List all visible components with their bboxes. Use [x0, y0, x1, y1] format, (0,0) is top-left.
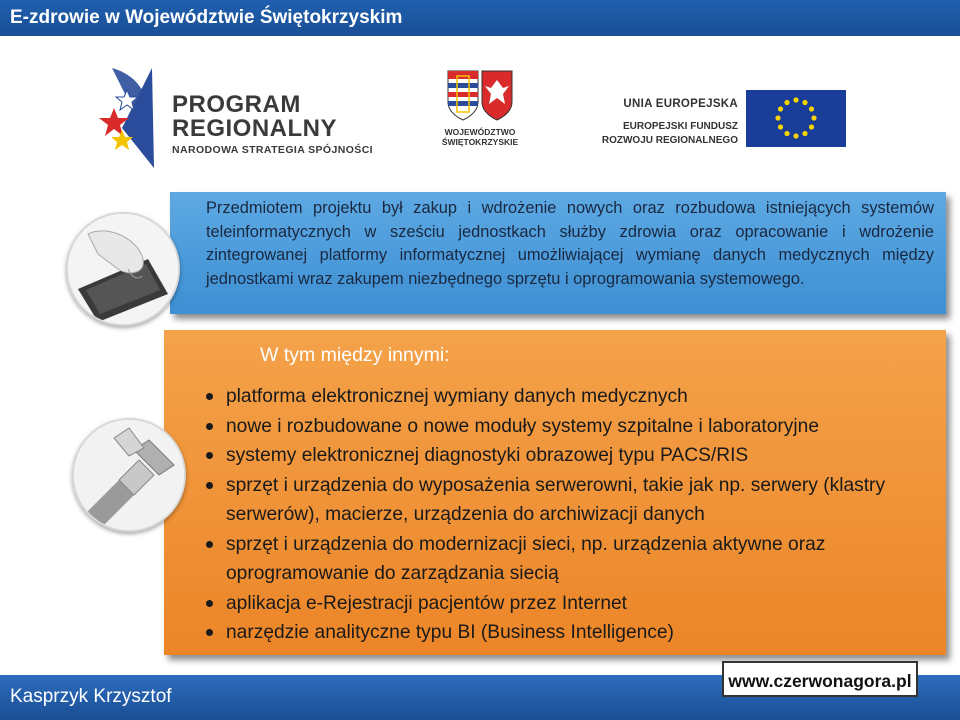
list-item: platforma elektronicznej wymiany danych medycznych — [206, 382, 930, 412]
network-plugs-image — [72, 418, 186, 532]
list-item: aplikacja e-Rejestracji pacjentów przez Internet — [206, 589, 930, 619]
program-regionalny-emblem — [92, 68, 172, 168]
eu-flag-icon — [746, 90, 846, 147]
unia-label: UNIA EUROPEJSKA — [623, 98, 738, 110]
swietokrzyskie-label: ŚWIĘTOKRZYSKIE — [441, 136, 519, 147]
wojewodztwo-logo — [430, 68, 530, 168]
intro-text: Przedmiotem projektu był zakup i wdrożenie nowych oraz rozbudowa istniejących systemów teleinformatycznych w sześciu jednostkach służby zdrowia oraz opracowanie i wdrożenie zintegrowanej platformy informatycznej umożliwiającej wymianę danych medycznych między jednostkami wraz zakupem niezbędnego sprzętu i oprogramowania systemowego. — [206, 199, 934, 288]
logo-strip — [0, 55, 960, 170]
hand-keyboard-image — [66, 212, 180, 326]
program-regionalny-logo — [92, 68, 392, 168]
website-link[interactable]: www.czerwonagora.pl — [722, 661, 918, 697]
regionalny-label: REGIONALNY — [172, 115, 338, 142]
wojewodztwo-label: WOJEWÓDZTWO — [444, 127, 516, 137]
program-regionalny-text — [172, 93, 373, 156]
list-item: nowe i rozbudowane o nowe moduły systemy szpitalne i laboratoryjne — [206, 412, 930, 442]
rozwoju-label: ROZWOJU REGIONALNEGO — [601, 134, 738, 146]
wojewodztwo-text — [430, 128, 530, 148]
keyboard-hand-icon — [68, 214, 178, 324]
list-item: systemy elektronicznej diagnostyki obrazowej typu PACS/RIS — [206, 441, 930, 471]
list-item: sprzęt i urządzenia do modernizacji sieci, np. urządzenia aktywne oraz oprogramowanie do zarządzania siecią — [206, 530, 930, 589]
list-item: narzędzie analityczne typu BI (Business Intelligence) — [206, 618, 930, 648]
intro-box — [170, 192, 946, 314]
coat-of-arms-icon — [445, 68, 515, 124]
details-box — [164, 330, 946, 655]
list-item: sprzęt i urządzenia do wyposażenia serwerowni, takie jak np. serwery (klastry serwerów), macierze, urządzenia do archiwizacji danych — [206, 471, 930, 530]
fundusz-label: EUROPEJSKI FUNDUSZ — [622, 121, 738, 132]
program-label: PROGRAM — [172, 91, 301, 118]
network-connector-icon — [74, 420, 184, 530]
slide-title: E-zdrowie w Województwie Świętokrzyskim — [0, 0, 960, 36]
strategy-label: NARODOWA STRATEGIA SPÓJNOŚCI — [172, 144, 373, 156]
author-name: Kasprzyk Krzysztof — [10, 686, 172, 707]
details-subtitle: W tym między innymi: — [260, 344, 450, 366]
unia-text — [590, 98, 738, 147]
details-list — [206, 382, 930, 648]
unia-europejska-logo — [590, 90, 860, 160]
